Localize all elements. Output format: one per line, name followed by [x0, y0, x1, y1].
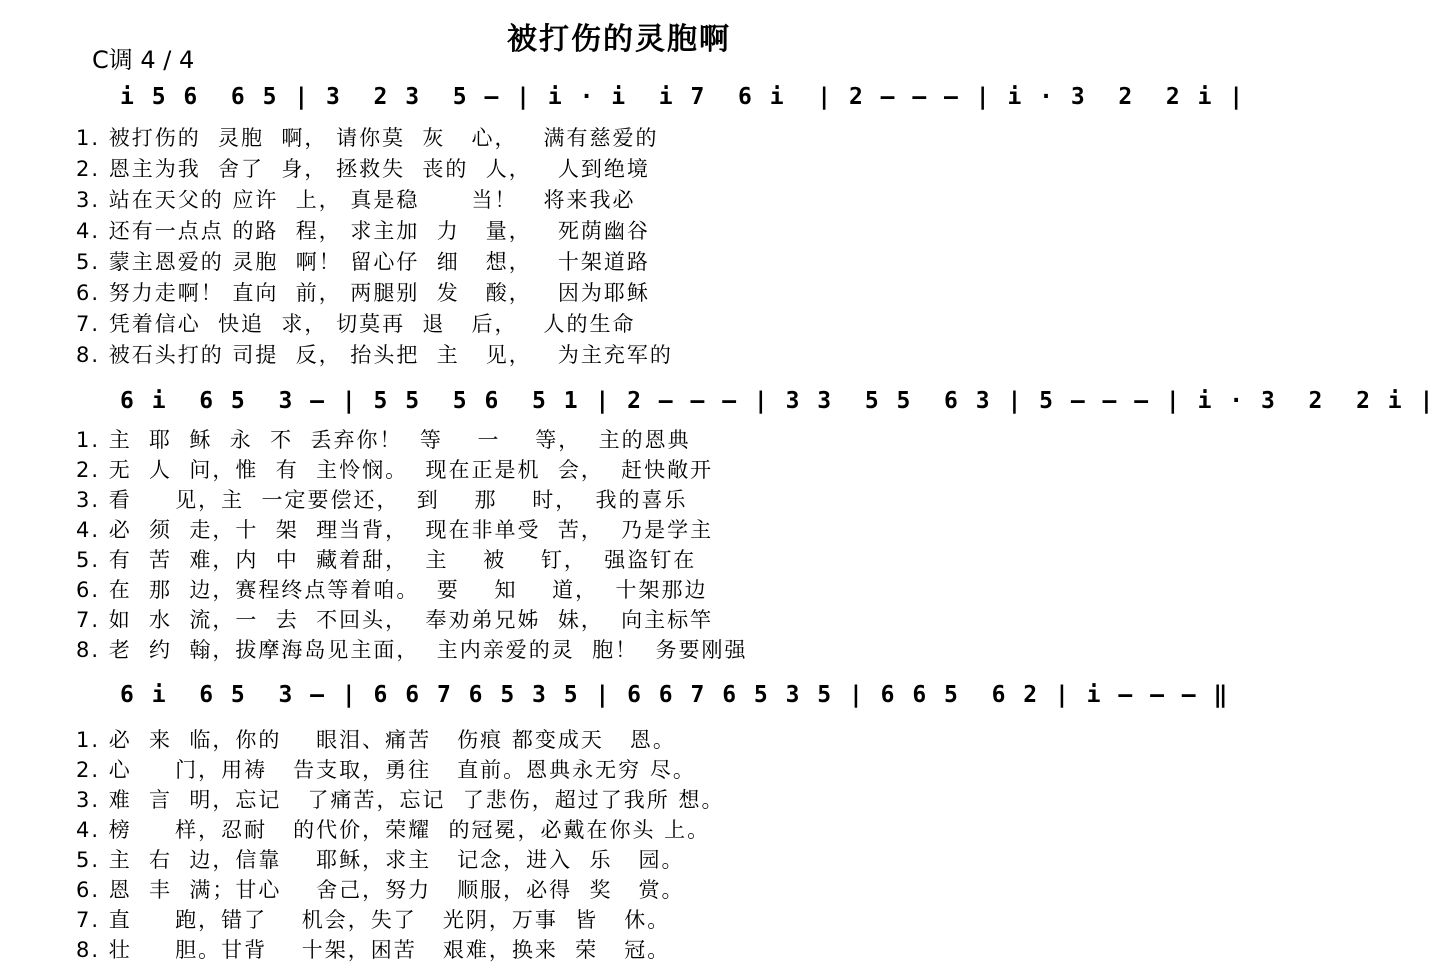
lyric-line: 8. 壮 胆。甘背 十架，困苦 艰难，换来 荣 冠。: [76, 938, 671, 962]
lyric-line: 2. 恩主为我 舍了 身， 拯救失 丧的 人， 人到绝境: [76, 157, 650, 181]
page-title: 被打伤的灵胞啊: [507, 22, 731, 57]
lyric-line: 6. 恩 丰 满；甘心 舍己，努力 顺服，必得 奖 赏。: [76, 878, 685, 902]
lyric-line: 3. 站在天父的 应许 上， 真是稳 当！ 将来我必: [76, 188, 636, 212]
lyric-line: 1. 被打伤的 灵胞 啊， 请你莫 灰 心， 满有慈爱的: [76, 126, 659, 150]
lyric-line: 8. 老 约 翰，拔摩海岛见主面， 主内亲爱的灵 胞！ 务要刚强: [76, 638, 748, 662]
lyric-line: 8. 被石头打的 司提 反， 抬头把 主 见， 为主充军的: [76, 343, 673, 367]
lyric-line: 6. 努力走啊！ 直向 前， 两腿别 发 酸， 因为耶稣: [76, 281, 650, 305]
key-signature: C调 4 / 4: [92, 46, 195, 74]
lyric-line: 3. 难 言 明，忘记 了痛苦，忘记 了悲伤，超过了我所 想。: [76, 788, 725, 812]
lyric-line: 6. 在 那 边，赛程终点等着咱。 要 知 道， 十架那边: [76, 578, 708, 602]
notation-line-3: 6 i 6 5 3 — | 6 6 7 6 5 3 5 | 6 6 7 6 5 3 5 | 6 6 5 6 2 | i — — — ‖: [120, 682, 1230, 708]
lyric-line: 1. 主 耶 稣 永 不 丢弃你！ 等 一 等， 主的恩典: [76, 428, 691, 452]
lyric-line: 4. 榜 样，忍耐 的代价，荣耀 的冠冕，必戴在你头 上。: [76, 818, 711, 842]
lyric-line: 4. 必 须 走，十 架 理当背， 现在非单受 苦， 乃是学主: [76, 518, 714, 542]
lyric-line: 5. 有 苦 难，内 中 藏着甜， 主 被 钉， 强盗钉在: [76, 548, 697, 572]
lyric-line: 7. 如 水 流，一 去 不回头， 奉劝弟兄姊 妹， 向主标竿: [76, 608, 714, 632]
lyric-line: 1. 必 来 临，你的 眼泪、痛苦 伤痕 都变成天 恩。: [76, 728, 676, 752]
lyric-line: 7. 凭着信心 快追 求， 切莫再 退 后， 人的生命: [76, 312, 636, 336]
lyric-line: 5. 蒙主恩爱的 灵胞 啊！ 留心仔 细 想， 十架道路: [76, 250, 650, 274]
lyric-line: 2. 心 门，用祷 告支取，勇往 直前。恩典永无穷 尽。: [76, 758, 696, 782]
lyric-line: 3. 看 见，主 一定要偿还， 到 那 时， 我的喜乐: [76, 488, 688, 512]
lyric-line: 4. 还有一点点 的路 程， 求主加 力 量， 死荫幽谷: [76, 219, 650, 243]
lyric-line: 5. 主 右 边，信靠 耶稣，求主 记念，进入 乐 园。: [76, 848, 685, 872]
notation-line-1: i 5 6 6 5 | 3 2 3 5 — | i · i i 7 6 i | 2 — — — | i · 3 2 2 i |: [120, 84, 1246, 110]
lyric-line: 7. 直 跑，错了 机会，失了 光阴，万事 皆 休。: [76, 908, 671, 932]
lyric-line: 2. 无 人 问，惟 有 主怜悯。 现在正是机 会， 赶快敞开: [76, 458, 714, 482]
notation-line-2: 6 i 6 5 3 — | 5 5 5 6 5 1 | 2 — — — | 3 3 5 5 6 3 | 5 — — — | i · 3 2 2 i |: [120, 388, 1435, 414]
